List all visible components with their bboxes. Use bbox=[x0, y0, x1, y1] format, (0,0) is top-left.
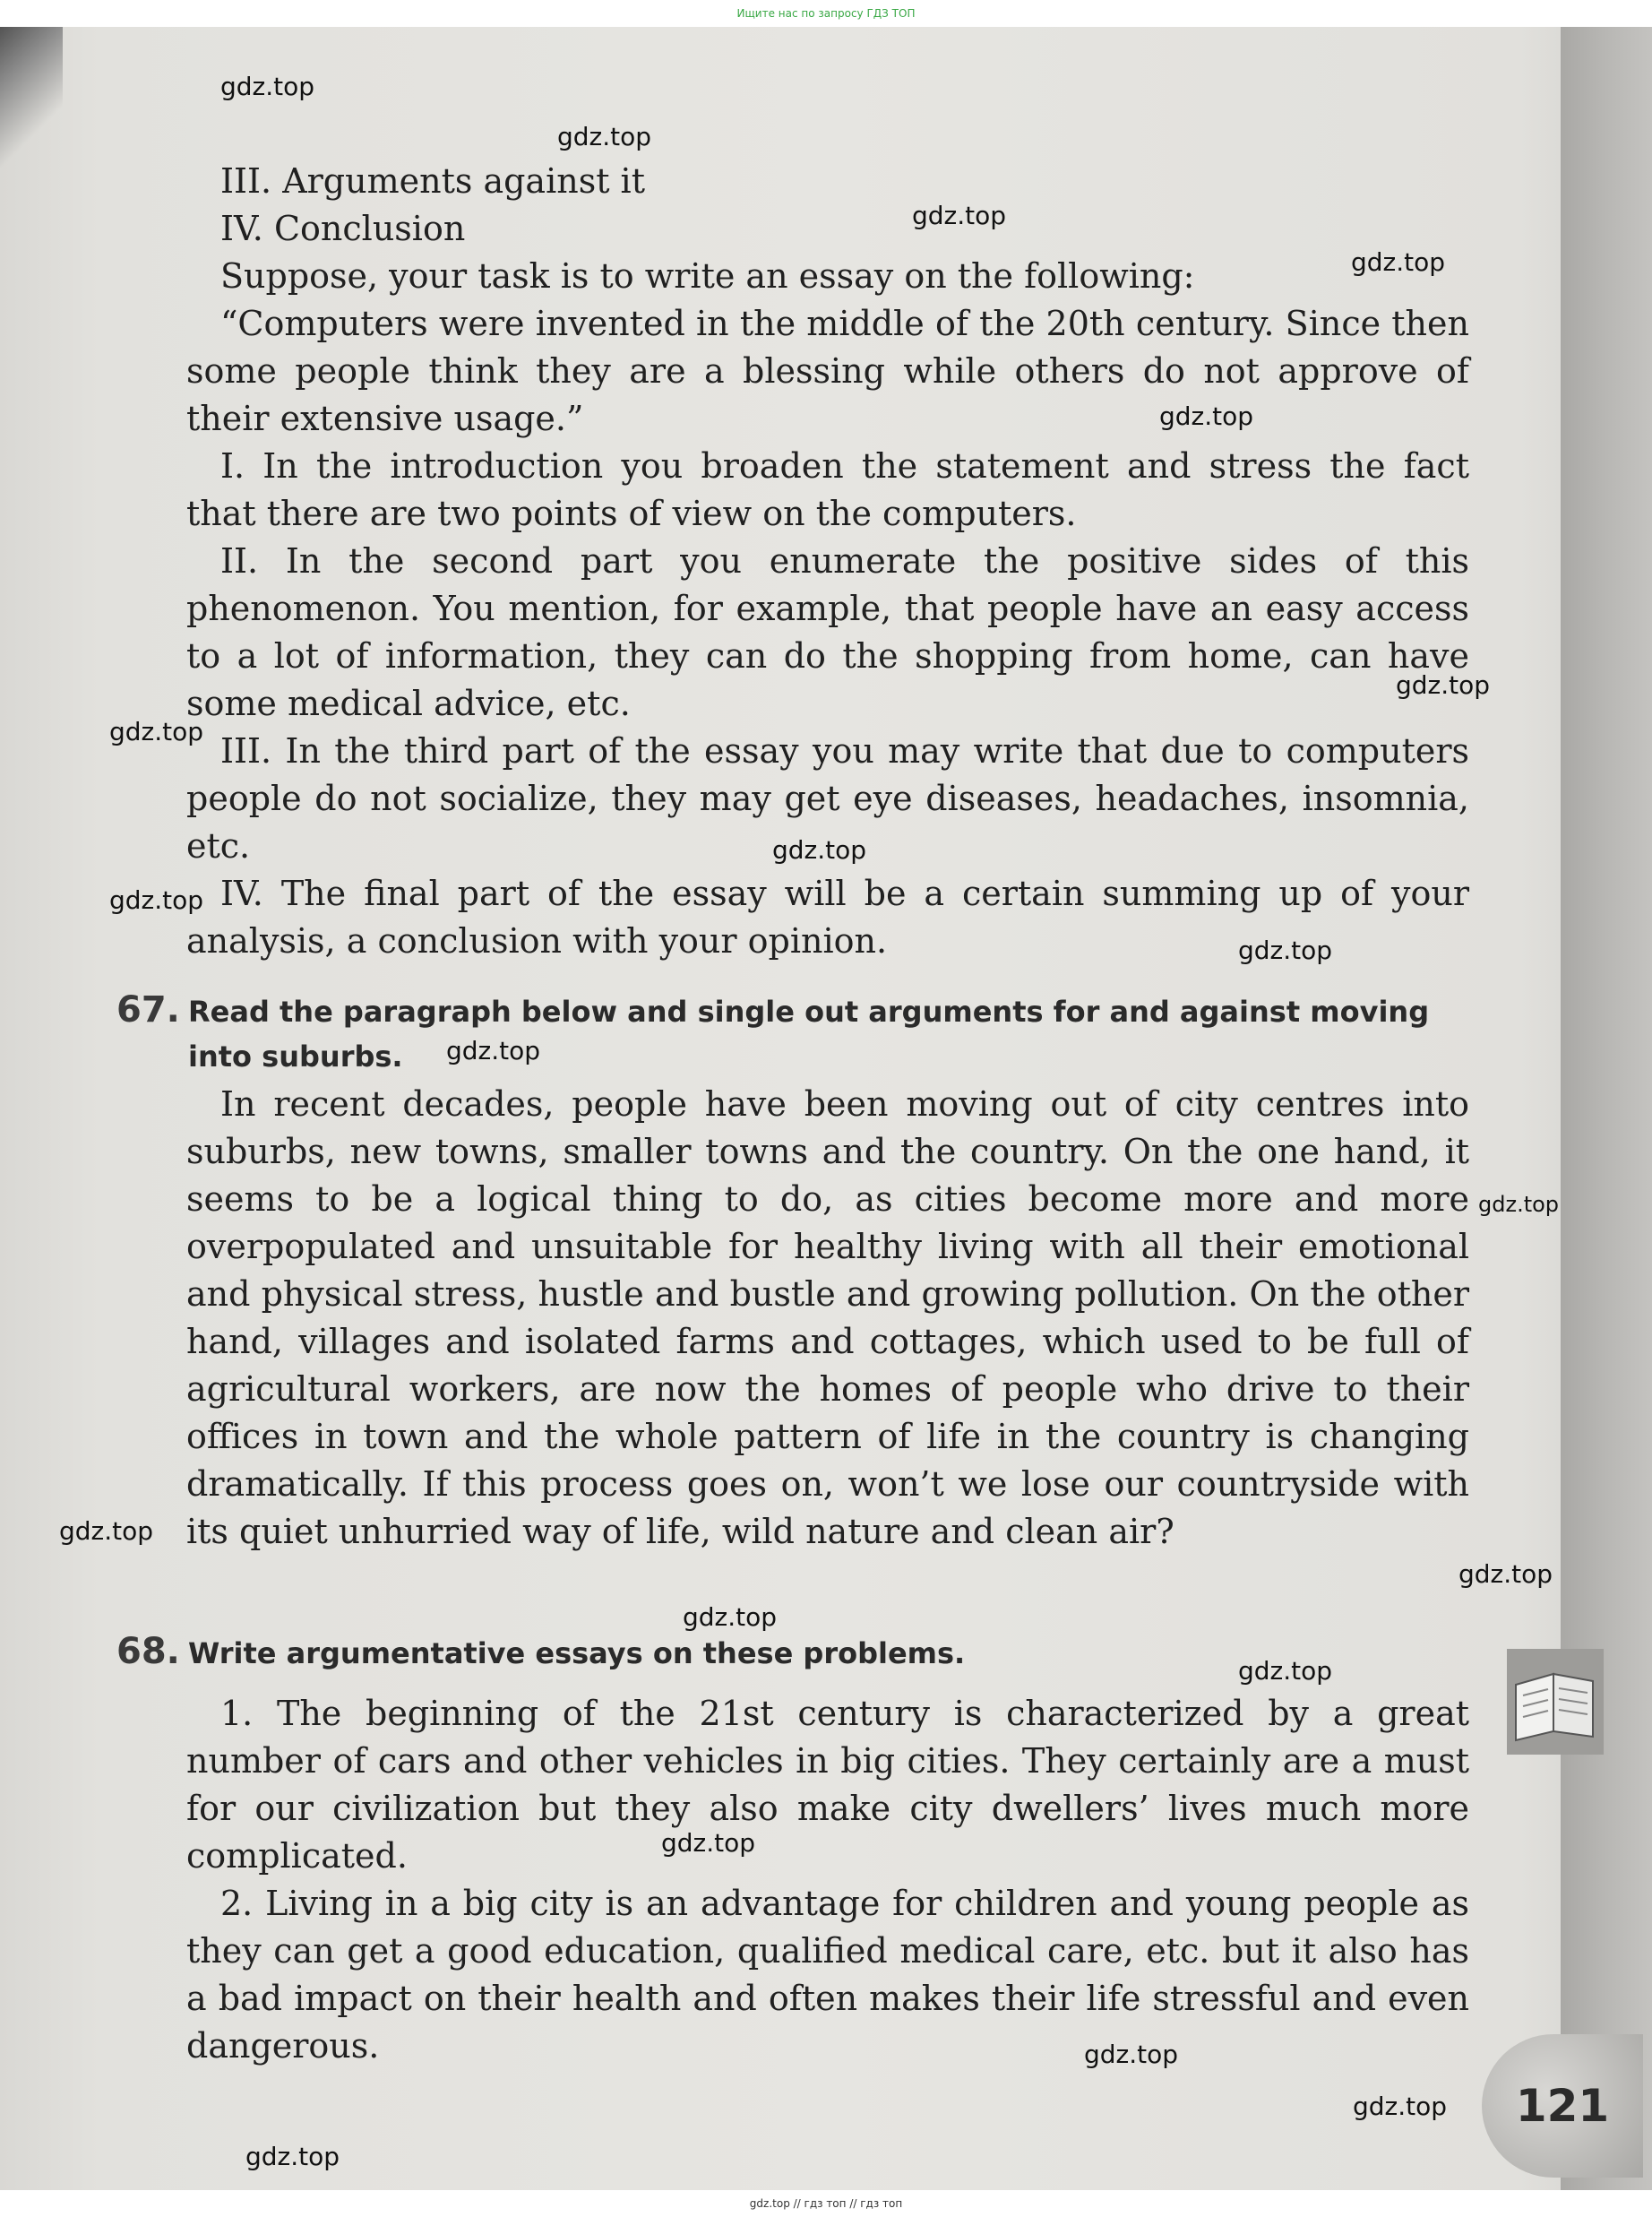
watermark[interactable]: gdz.top bbox=[1458, 1559, 1553, 1589]
watermark[interactable]: gdz.top bbox=[109, 717, 204, 746]
page-side-band bbox=[1561, 27, 1652, 2217]
watermark[interactable]: gdz.top bbox=[446, 1036, 541, 1065]
essay-part: IV. The final part of the essay will be a certain summing up of your analysis, a conclusion with your opinion. bbox=[186, 874, 1469, 961]
top-banner[interactable]: Ищите нас по запросу ГДЗ ТОП bbox=[0, 0, 1652, 27]
watermark[interactable]: gdz.top bbox=[1478, 1192, 1560, 1217]
watermark[interactable]: gdz.top bbox=[109, 885, 204, 915]
watermark[interactable]: gdz.top bbox=[557, 122, 652, 151]
essay-part: II. In the second part you enumerate the positive sides of this phenomenon. You mention, for example, that people have an easy access to a lot of information, they can do the shopping from home, can have some medical advice, etc. bbox=[186, 541, 1469, 723]
essay-problem: 2. Living in a big city is an advantage for children and young people as they can get a good education, qualified medical care, etc. but it also has a bad impact on their health and often makes their life stressful and even dangerous. bbox=[186, 1884, 1469, 2066]
page-number: 121 bbox=[1482, 2034, 1643, 2178]
bottom-banner[interactable]: gdz.top // гдз топ // гдз топ bbox=[0, 2190, 1652, 2217]
watermark[interactable]: gdz.top bbox=[245, 2142, 340, 2171]
suppose-line: Suppose, your task is to write an essay on the following: bbox=[220, 256, 1195, 296]
outline-item: III. Arguments against it bbox=[220, 161, 645, 201]
task-instruction: Write argumentative essays on these problems. bbox=[188, 1636, 966, 1670]
watermark[interactable]: gdz.top bbox=[772, 835, 867, 865]
watermark[interactable]: gdz.top bbox=[661, 1828, 756, 1858]
watermark[interactable]: gdz.top bbox=[912, 201, 1007, 230]
open-book-icon bbox=[1507, 1649, 1604, 1755]
reading-paragraph: In recent decades, people have been moving out of city centres into suburbs, new towns, smaller towns and the country. On the one hand, it seems to be a logical thing to do, as cities become more and more overpopulated and unsuitable for healthy living with all their emotional and physical stress, hustle and bustle and growing pollution. On the other hand, villages and isolated farms and cottages, which used to be full of agricultural workers, are now the homes of people who drive to their offices in town and the whole pattern of life in the country is changing dramatically. If this process goes on, won’t we lose our countryside with its quiet unhurried way of life, wild nature and clean air? bbox=[186, 1084, 1469, 1551]
essay-problem: 1. The beginning of the 21st century is characterized by a great number of cars and other vehicles in big cities. They certainly are a must for our civilization but they also make city dwellers’ lives much more complicated. bbox=[186, 1694, 1469, 1876]
task-instruction: Read the paragraph below and single out arguments for and against moving into suburbs. bbox=[188, 995, 1430, 1074]
task-number: 68. bbox=[116, 1631, 180, 1672]
outline-item: IV. Conclusion bbox=[220, 209, 466, 248]
essay-topic-quote: “Computers were invented in the middle of the 20th century. Since then some people think they are a blessing while others do not approve of their extensive usage.” bbox=[186, 304, 1469, 438]
watermark[interactable]: gdz.top bbox=[220, 72, 315, 101]
task-67 bbox=[116, 989, 1469, 1079]
watermark[interactable]: gdz.top bbox=[683, 1602, 778, 1632]
watermark[interactable]: gdz.top bbox=[1396, 670, 1491, 700]
watermark[interactable]: gdz.top bbox=[1353, 2092, 1448, 2121]
watermark[interactable]: gdz.top bbox=[1084, 2040, 1179, 2069]
task-67-paragraph bbox=[186, 1081, 1469, 1556]
watermark[interactable]: gdz.top bbox=[59, 1516, 154, 1546]
watermark[interactable]: gdz.top bbox=[1159, 401, 1254, 431]
task-number: 67. bbox=[116, 989, 180, 1031]
watermark[interactable]: gdz.top bbox=[1351, 247, 1446, 277]
watermark[interactable]: gdz.top bbox=[1238, 1656, 1333, 1686]
essay-part: III. In the third part of the essay you may write that due to computers people do not socialize, they may get eye diseases, headaches, insomnia, etc. bbox=[186, 731, 1469, 866]
essay-part: I. In the introduction you broaden the statement and stress the fact that there are two points of view on the computers. bbox=[186, 446, 1469, 533]
page-corner-shadow bbox=[0, 0, 63, 179]
task-68-problems bbox=[186, 1690, 1469, 2070]
watermark[interactable]: gdz.top bbox=[1238, 936, 1333, 965]
